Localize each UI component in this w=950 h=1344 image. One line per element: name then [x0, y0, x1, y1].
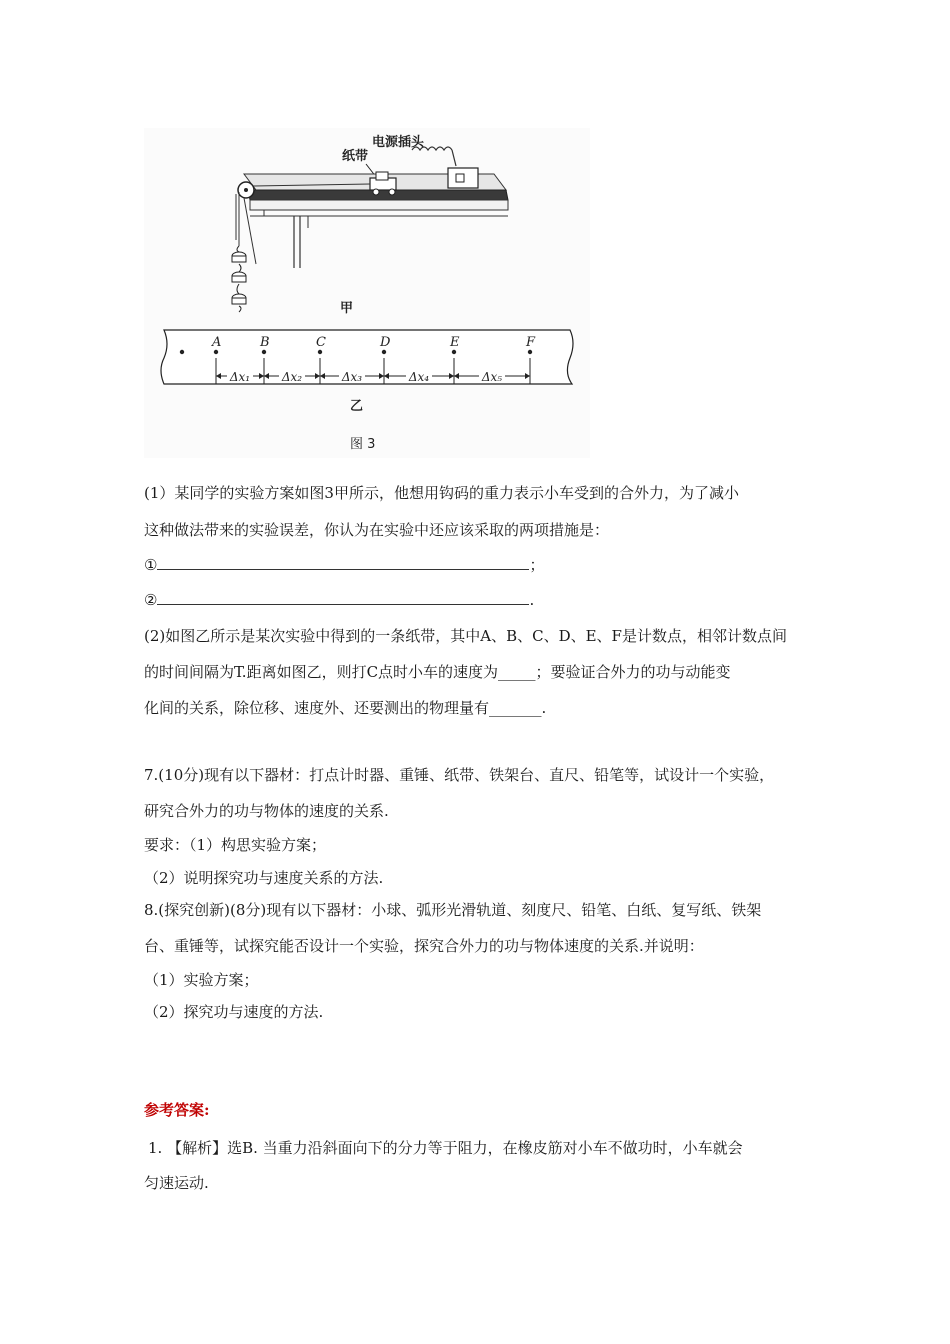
experiment-diagram — [144, 128, 590, 458]
tape-dot — [318, 350, 322, 354]
item1-end: ； — [529, 556, 545, 574]
answer-blank-2[interactable] — [157, 590, 529, 605]
interval-label: Δx₄ — [408, 370, 430, 384]
q6-part1-line2: 这种做法带来的实验误差，你认为在实验中还应该采取的两项措施是： — [144, 521, 610, 539]
q7-line1: 7.(10分)现有以下器材：打点计时器、重锤、纸带、铁架台、直尺、铅笔等，试设计一个实验， — [144, 766, 775, 784]
q6-item1 — [144, 555, 544, 575]
item1-marker: ① — [144, 556, 158, 574]
q8-line2: 台、重锤等，试探究能否设计一个实验，探究合外力的功与物体速度的关系.并说明： — [144, 937, 704, 955]
interval-label: Δx₁ — [229, 370, 251, 384]
answer-blank-1[interactable] — [157, 555, 529, 570]
figure-caption: 图 3 — [350, 437, 376, 452]
label-jia: 甲 — [340, 301, 354, 316]
answer-1-line1: 1. 【解析】选B. 当重力沿斜面向下的分力等于阻力，在橡皮筋对小车不做功时，小车就会 — [148, 1139, 743, 1157]
point-label: D — [380, 335, 391, 350]
tape-dot — [452, 350, 456, 354]
q7-line3: 要求：（1）构思实验方案； — [144, 836, 327, 854]
point-label: B — [260, 335, 270, 350]
point-label: A — [212, 335, 222, 350]
label-paper-tape: 纸带 — [342, 149, 369, 164]
answer-1-line2: 匀速运动. — [144, 1174, 209, 1192]
tape-dot — [262, 350, 266, 354]
interval-label: Δx₅ — [481, 370, 503, 384]
interval-label: Δx₃ — [341, 370, 363, 384]
q8-line4: （2）探究功与速度的方法. — [144, 1003, 324, 1021]
q6-item2 — [144, 590, 534, 610]
item2-end: . — [529, 591, 535, 609]
item2-marker: ② — [144, 591, 158, 609]
q6-part2-line2: 的时间间隔为T.距离如图乙，则打C点时小车的速度为_____；要验证合外力的功与动能变 — [144, 663, 731, 681]
label-yi: 乙 — [350, 399, 364, 414]
point-label: F — [526, 335, 536, 350]
point-label: E — [450, 335, 460, 350]
interval-label: Δx₂ — [281, 370, 303, 384]
answers-title: 参考答案: — [144, 1101, 210, 1119]
q6-part2-line1: (2)如图乙所示是某次实验中得到的一条纸带，其中A、B、C、D、E、F是计数点，相邻计数点间 — [144, 627, 787, 645]
q6-part2-line3: 化间的关系，除位移、速度外、还要测出的物理量有_______. — [144, 699, 547, 717]
q7-line4: （2）说明探究功与速度关系的方法. — [144, 869, 384, 887]
label-power-plug: 电源插头 — [372, 135, 425, 150]
q7-line2: 研究合外力的功与物体的速度的关系. — [144, 802, 389, 820]
q6-part1-line1: (1）某同学的实验方案如图3甲所示，他想用钩码的重力表示小车受到的合外力，为了减小 — [144, 484, 739, 502]
point-label: C — [316, 335, 326, 350]
tape-dot — [382, 350, 386, 354]
tape-dot — [528, 350, 532, 354]
tape-dot — [214, 350, 218, 354]
q8-line3: （1）实验方案； — [144, 971, 259, 989]
figure-3 — [144, 128, 590, 458]
q8-line1: 8.(探究创新)(8分)现有以下器材：小球、弧形光滑轨道、刻度尺、铅笔、白纸、复写纸、铁架 — [144, 901, 762, 919]
